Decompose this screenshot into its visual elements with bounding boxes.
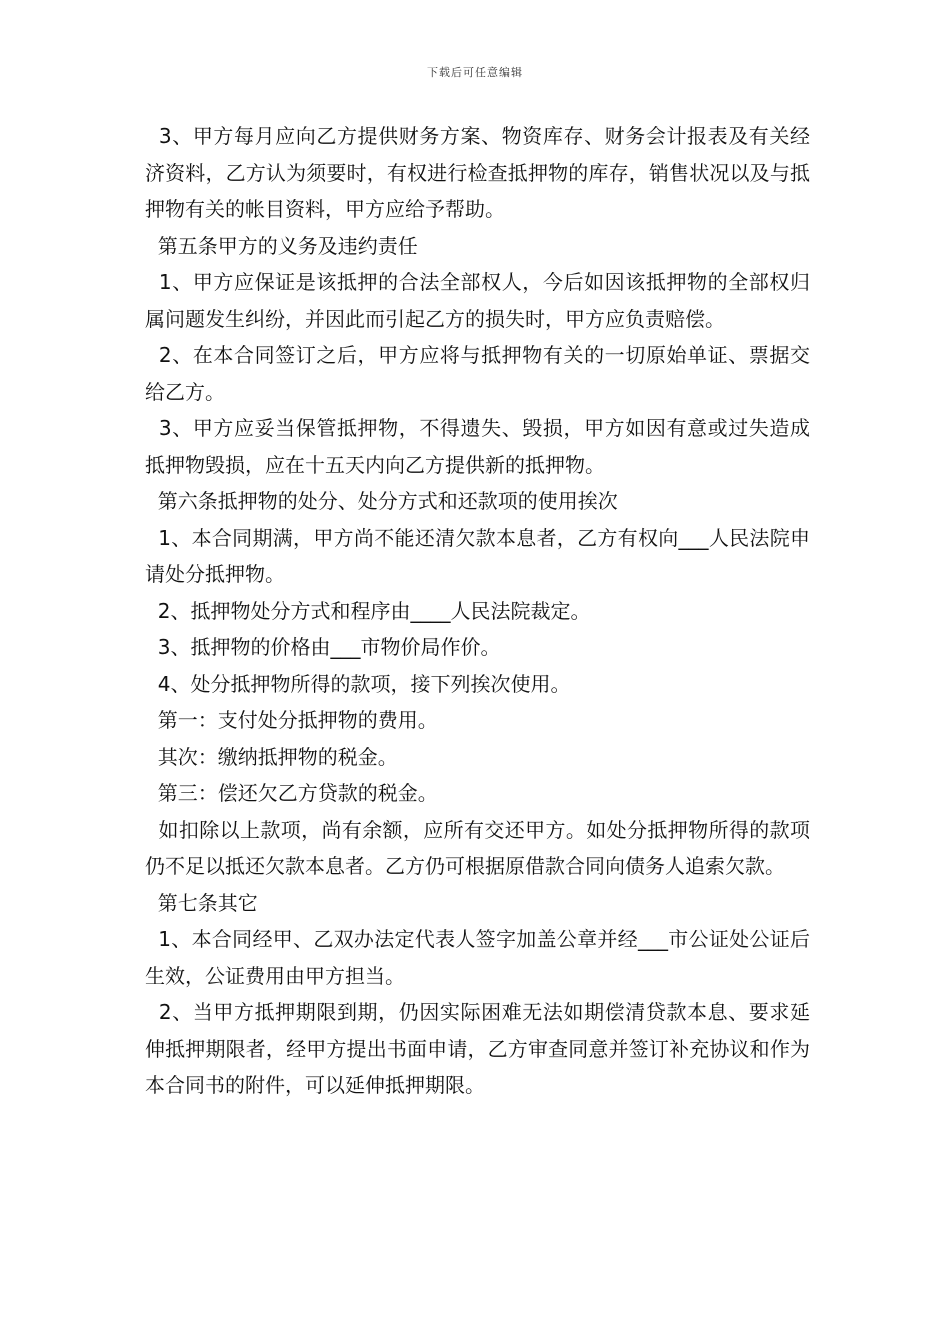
paragraph-third: 第三：偿还欠乙方贷款的税金。 [145, 781, 438, 805]
paragraph-clause-6-item-2: 2、抵押物处分方式和程序由____人民法院裁定。 [145, 598, 591, 623]
heading-article-6: 第六条抵押物的处分、处分方式和还款项的使用挨次 [145, 489, 618, 513]
heading-article-5: 第五条甲方的义务及违约责任 [145, 233, 418, 258]
heading-article-7: 第七条其它 [145, 890, 258, 915]
paragraph-clause-6-item-3: 3、抵押物的价格由___市物价局作价。 [145, 635, 501, 659]
document-body [145, 118, 810, 1104]
paragraph-clause-4-item-3: 3、甲方每月应向乙方提供财务方案、物资库存、财务会计报表及有关经济资料，乙方认为须要时，有权进行检查抵押物的库存，销售状况以及与抵押物有关的帐目资料，甲方应给予帮助。 [145, 124, 810, 221]
paragraph-clause-5-item-3: 3、甲方应妥当保管抵押物，不得遗失、毁损，甲方如因有意或过失造成抵押物毁损，应在十五天内向乙方提供新的抵押物。 [145, 416, 810, 477]
paragraph-clause-6-item-4: 4、处分抵押物所得的款项，接下列挨次使用。 [145, 671, 571, 696]
paragraph-second: 其次：缴纳抵押物的税金。 [145, 744, 398, 769]
paragraph-remainder: 如扣除以上款项，尚有余额，应所有交还甲方。如处分抵押物所得的款项仍不足以抵还欠款本息者。乙方仍可根据原借款合同向债务人追索欠款。 [145, 817, 811, 878]
paragraph-clause-5-item-2: 2、在本合同签订之后，甲方应将与抵押物有关的一切原始单证、票据交给乙方。 [145, 343, 810, 404]
header-note: 下载后可任意编辑 [427, 66, 523, 79]
paragraph-clause-6-item-1: 1、本合同期满，甲方尚不能还清欠款本息者，乙方有权向___人民法院申请处分抵押物。 [145, 525, 810, 586]
paragraph-first: 第一：支付处分抵押物的费用。 [145, 708, 438, 732]
paragraph-clause-7-item-1: 1、本合同经甲、乙双办法定代表人签字加盖公章并经___市公证处公证后生效，公证费用由甲方担当。 [145, 927, 810, 988]
paragraph-clause-7-item-2: 2、当甲方抵押期限到期，仍因实际困难无法如期偿清贷款本息、要求延伸抵押期限者，经甲方提出书面申请，乙方审查同意并签订补充协议和作为本合同书的附件，可以延伸抵押期限。 [145, 1000, 810, 1097]
paragraph-clause-5-item-1: 1、甲方应保证是该抵押的合法全部权人，今后如因该抵押物的全部权归属问题发生纠纷，并因此而引起乙方的损失时，甲方应负责赔偿。 [145, 270, 810, 331]
